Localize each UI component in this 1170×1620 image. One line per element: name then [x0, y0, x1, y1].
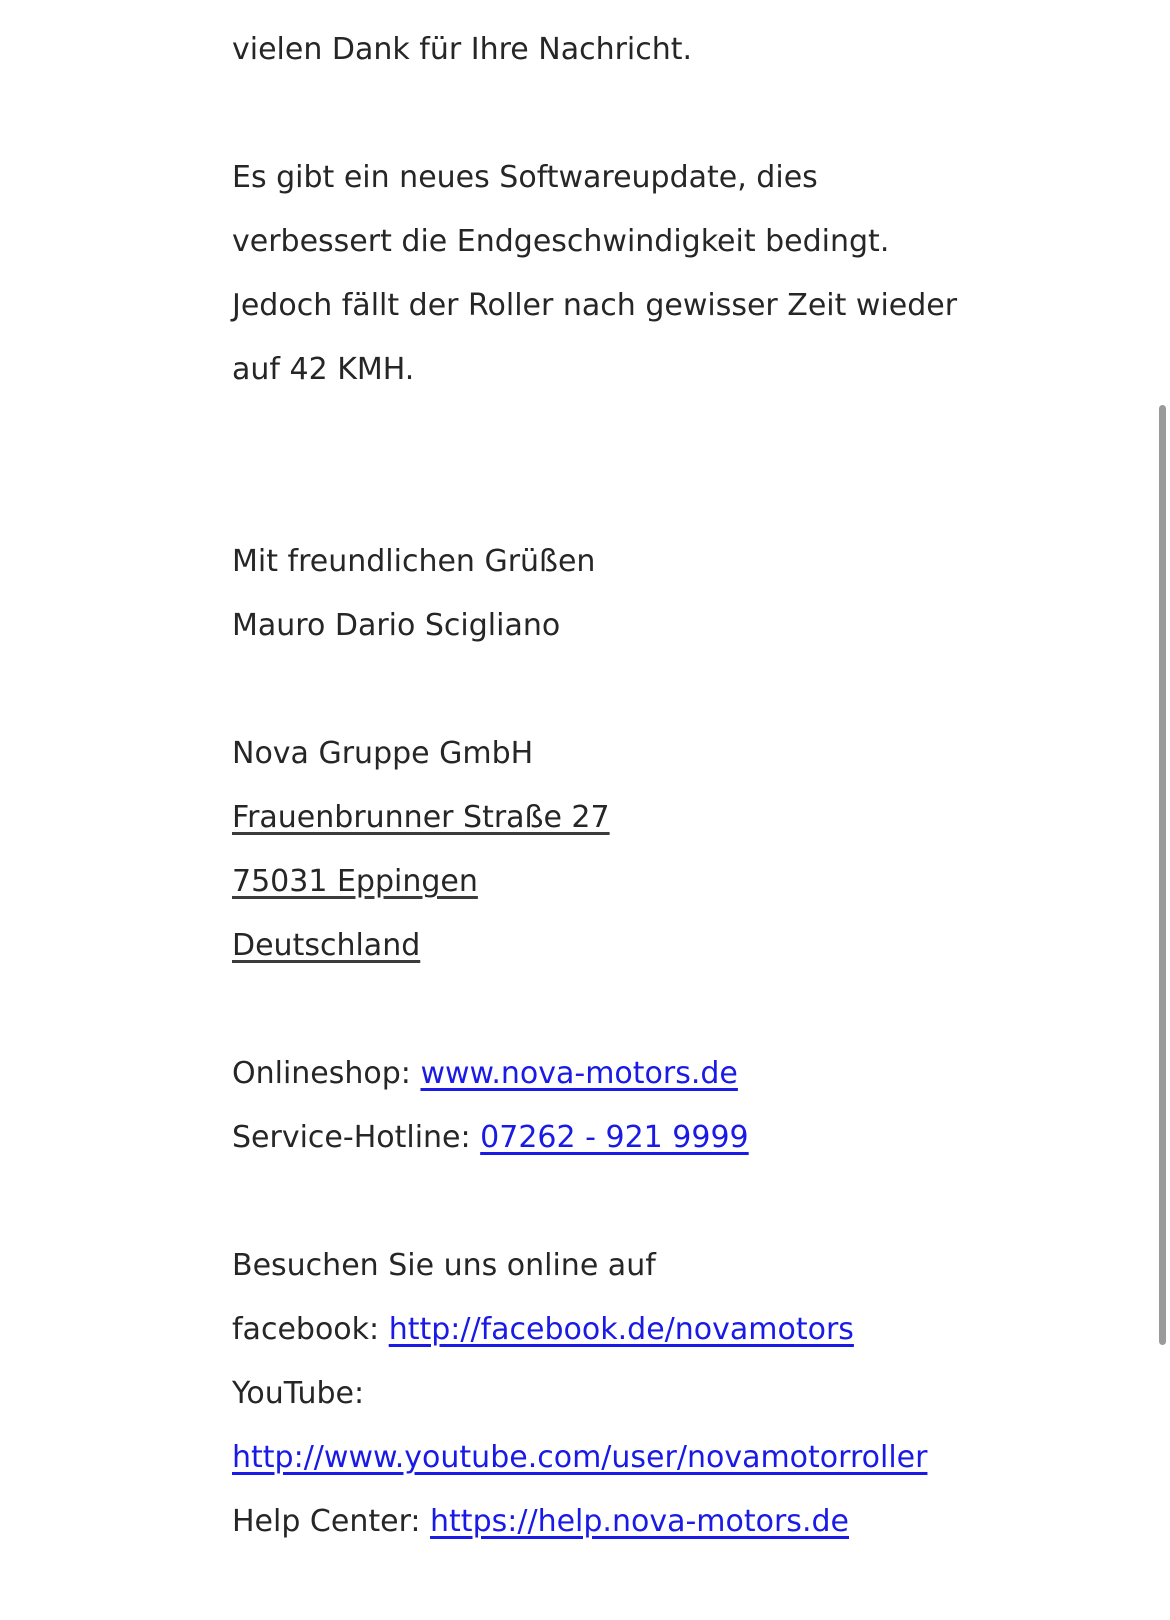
youtube-label: YouTube: — [232, 1376, 365, 1411]
onlineshop-link[interactable]: www.nova-motors.de — [420, 1056, 738, 1091]
body-line-3: Jedoch fällt der Roller nach gewisser Zeit wieder — [232, 288, 958, 323]
email-message-body — [232, 0, 1112, 1554]
scrollbar-thumb[interactable] — [1159, 405, 1166, 1345]
body-line-1: Es gibt ein neues Softwareupdate, dies — [232, 160, 818, 195]
vertical-scrollbar[interactable] — [1152, 0, 1170, 1620]
address-city-text: 75031 Eppingen — [232, 864, 478, 899]
helpcenter-link[interactable]: https://help.nova-motors.de — [430, 1504, 849, 1539]
body-line-2: verbessert die Endgeschwindigkeit bedingt. — [232, 224, 890, 259]
body-line-4: auf 42 KMH. — [232, 352, 415, 387]
social-intro: Besuchen Sie uns online auf — [232, 1248, 656, 1283]
spacer — [232, 978, 1112, 1042]
closing-line: Mit freundlichen Grüßen — [232, 544, 596, 579]
helpcenter-label: Help Center: — [232, 1504, 421, 1539]
facebook-label: facebook: — [232, 1312, 380, 1347]
social-youtube-label-row — [232, 1362, 1112, 1426]
address-city — [232, 850, 1112, 914]
facebook-link[interactable]: http://facebook.de/novamotors — [388, 1312, 854, 1347]
sender-name: Mauro Dario Scigliano — [232, 608, 561, 643]
contact-hotline-label: Service-Hotline: — [232, 1120, 471, 1155]
hotline-link[interactable]: 07262 - 921 9999 — [480, 1120, 749, 1155]
spacer — [232, 82, 1112, 146]
address-country-text: Deutschland — [232, 928, 421, 963]
contact-hotline — [232, 1106, 1112, 1170]
social-helpcenter — [232, 1490, 1112, 1554]
spacer — [232, 658, 1112, 722]
address-street — [232, 786, 1112, 850]
contact-onlineshop — [232, 1042, 1112, 1106]
spacer — [232, 1170, 1112, 1234]
company-name: Nova Gruppe GmbH — [232, 736, 534, 771]
address-street-text: Frauenbrunner Straße 27 — [232, 800, 610, 835]
greeting-line: vielen Dank für Ihre Nachricht. — [232, 32, 693, 67]
youtube-link[interactable]: http://www.youtube.com/user/novamotorroller — [232, 1440, 928, 1475]
spacer — [232, 402, 1112, 530]
contact-onlineshop-label: Onlineshop: — [232, 1056, 411, 1091]
address-country — [232, 914, 1112, 978]
social-facebook — [232, 1298, 1112, 1362]
social-youtube-link-row — [232, 1426, 1112, 1490]
